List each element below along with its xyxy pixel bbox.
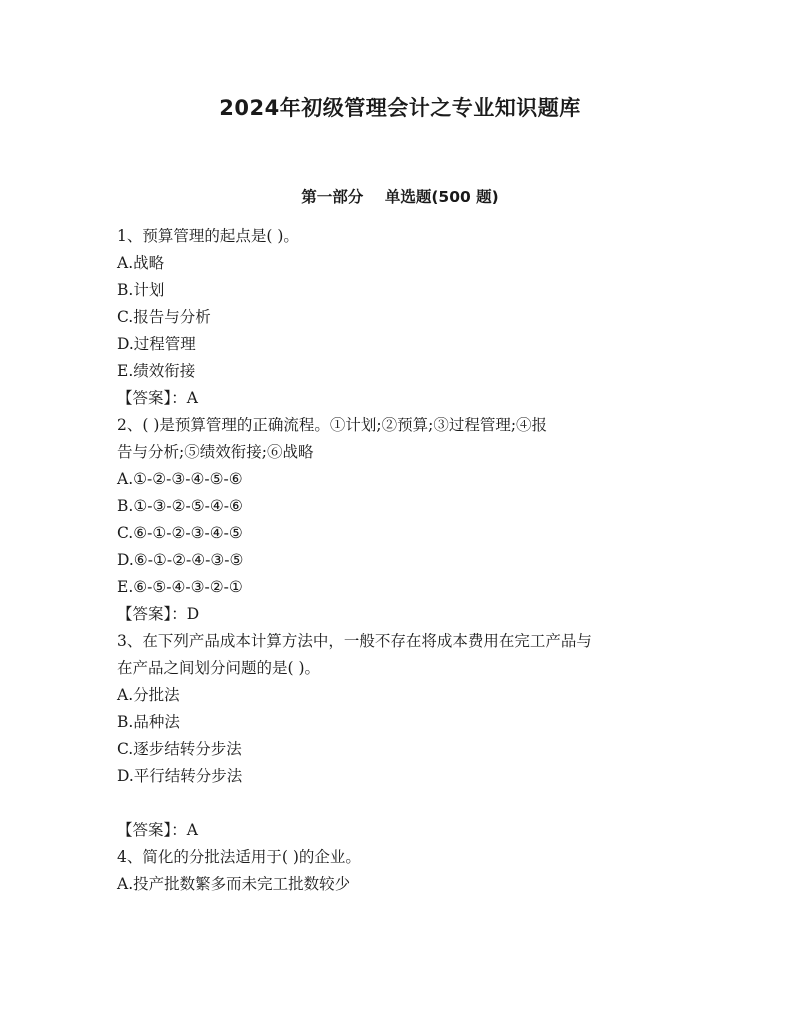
option-b: B.计划 [117, 281, 165, 299]
option-e: E.⑥-⑤-④-③-②-① [117, 578, 243, 596]
question-stem-line-1: 3、在下列产品成本计算方法中，一般不存在将成本费用在完工产品与 [117, 632, 592, 650]
question-stem-line-2: 在产品之间划分问题的是( )。 [117, 659, 321, 677]
question-stem-line-1: 2、( )是预算管理的正确流程。①计划;②预算;③过程管理;④报 [117, 416, 548, 434]
question-list [117, 223, 687, 898]
question-2 [117, 412, 687, 628]
option-d: D.⑥-①-②-④-③-⑤ [117, 551, 244, 569]
option-c: C.报告与分析 [117, 308, 211, 326]
answer: 【答案】：A [117, 821, 198, 839]
option-a: A.分批法 [117, 686, 180, 704]
document-title: 2024年初级管理会计之专业知识题库 [219, 96, 581, 120]
option-b: B.①-③-②-⑤-④-⑥ [117, 497, 243, 515]
question-1 [117, 223, 687, 412]
answer: 【答案】：D [117, 605, 200, 623]
question-stem-line-2: 告与分析;⑤绩效衔接;⑥战略 [117, 443, 314, 461]
option-d: D.过程管理 [117, 335, 196, 353]
option-a: A.战略 [117, 254, 165, 272]
option-c: C.⑥-①-②-③-④-⑤ [117, 524, 243, 542]
question-stem: 1、预算管理的起点是( )。 [117, 227, 299, 245]
option-d: D.平行结转分步法 [117, 767, 243, 785]
option-a: A.投产批数繁多而未完工批数较少 [117, 875, 351, 893]
blank-line [117, 790, 687, 817]
question-stem: 4、简化的分批法适用于( )的企业。 [117, 848, 361, 866]
option-a: A.①-②-③-④-⑤-⑥ [117, 470, 243, 488]
question-4 [117, 844, 687, 898]
option-e: E.绩效衔接 [117, 362, 196, 380]
section-title: 第一部分 单选题(500 题) [301, 188, 499, 206]
answer: 【答案】：A [117, 389, 198, 407]
option-c: C.逐步结转分步法 [117, 740, 242, 758]
question-3 [117, 628, 687, 844]
option-b: B.品种法 [117, 713, 180, 731]
